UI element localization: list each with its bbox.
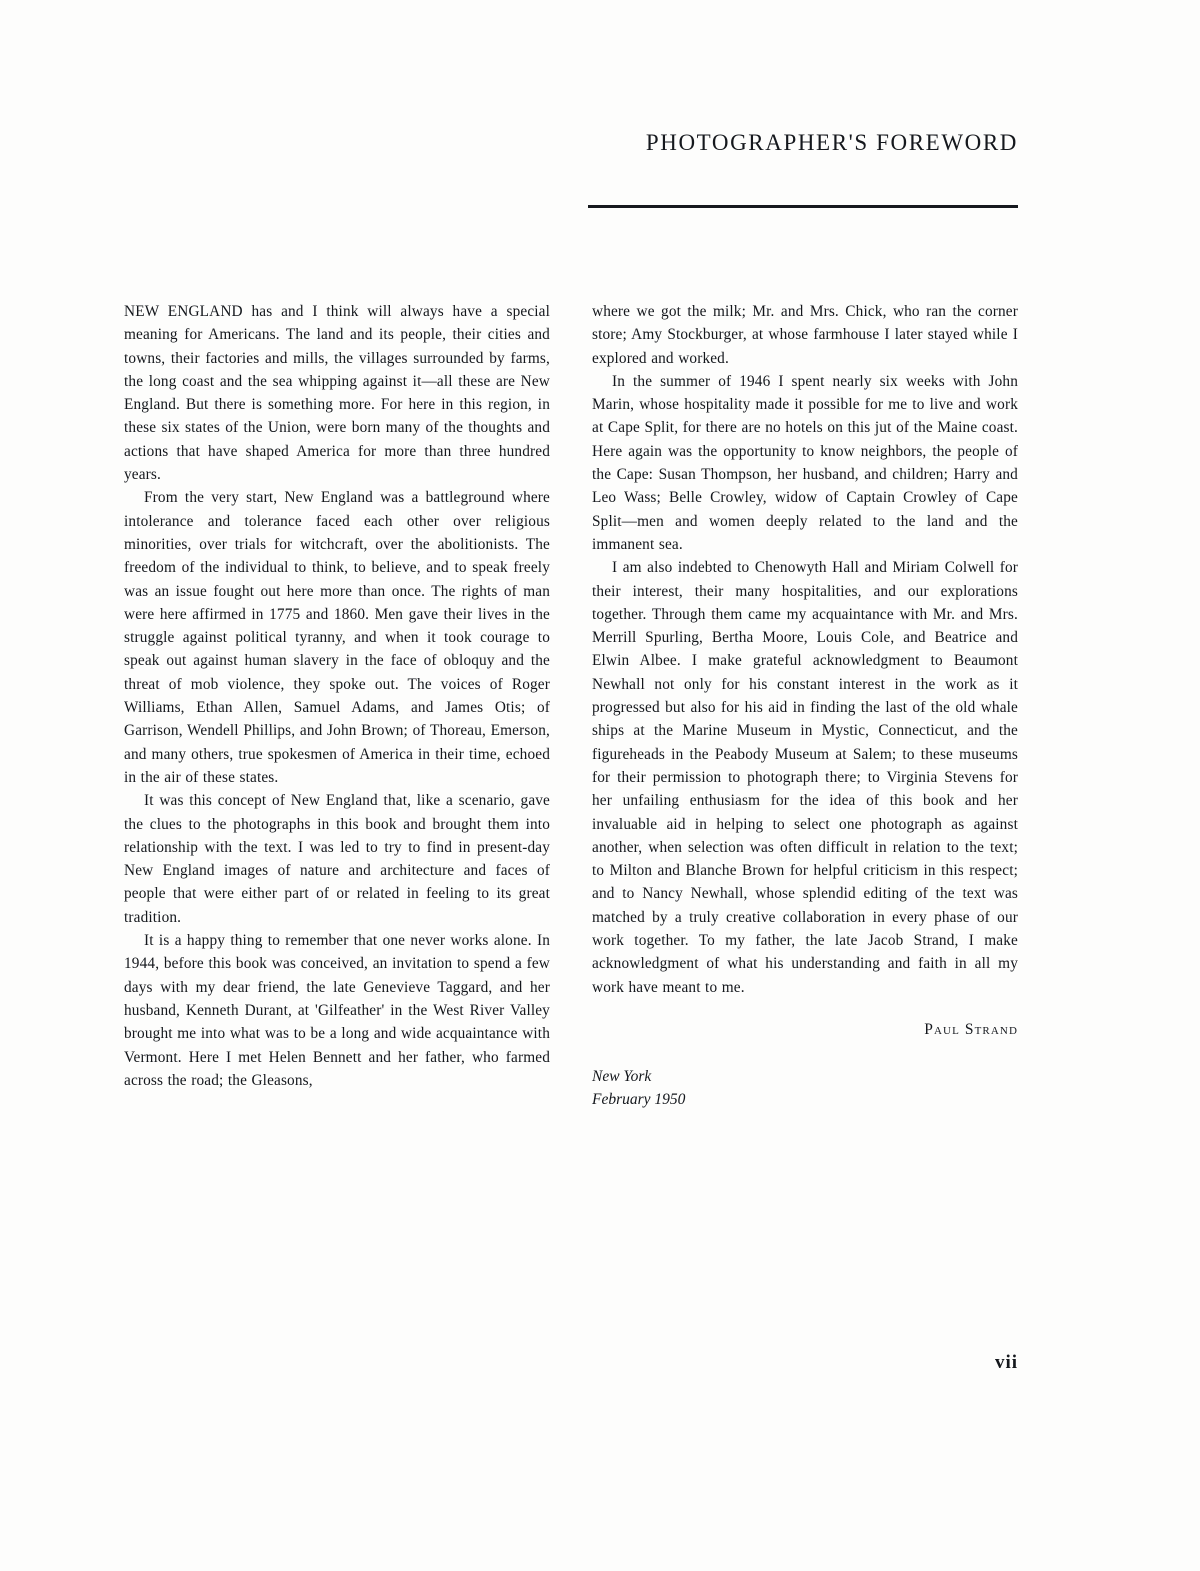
column-left xyxy=(124,300,550,1111)
author-name: Paul Strand xyxy=(924,1020,1018,1038)
text-columns xyxy=(124,300,1018,1111)
paragraph: In the summer of 1946 I spent nearly six weeks with John Marin, whose hospitality made it possible for me to live and work at Cape Split, for there are no hotels on this jut of the Maine coast. Here again was the opportunity to know neighbors, the people of the Cape: Susan Thompson, her husband, and children; Harry and Leo Wass; Belle Crowley, widow of Captain Crowley of Cape Split—men and women deeply related to the land and the immanent sea. xyxy=(592,372,1018,553)
paragraph: It is a happy thing to remember that one never works alone. In 1944, before this book was conceived, an invitation to spend a few days with my dear friend, the late Genevieve Taggard, and her husband, Kenneth Durant, at 'Gilfeather' in the West River Valley brought me into what was to be a long and wide acquaintance with Vermont. Here I met Helen Bennett and her father, who farmed across the road; the Gleasons, xyxy=(124,932,550,1089)
date: February 1950 xyxy=(592,1090,686,1108)
paragraph: NEW ENGLAND has and I think will always have a special meaning for Americans. The land and its people, their cities and towns, their factories and mills, the villages surrounded by farms, the long coast and the sea whipping against it—all these are New England. But there is something more. For here in this region, in these six states of the Union, were born many of the thoughts and actions that have shaped America for more than three hundred years. xyxy=(124,303,550,484)
paragraph: It was this concept of New England that, like a scenario, gave the clues to the photographs in this book and brought them into relationship with the text. I was led to try to find in present-day New England images of nature and architecture and faces of people that were either part of or related in feeling to its great tradition. xyxy=(124,792,550,926)
column-right xyxy=(592,300,1018,1111)
page-title: PHOTOGRAPHER'S FOREWORD xyxy=(645,130,1018,155)
author-signature xyxy=(592,1021,1018,1039)
paragraph: where we got the milk; Mr. and Mrs. Chick, who ran the corner store; Amy Stockburger, at whose farmhouse I later stayed while I explored and worked. xyxy=(592,303,1018,367)
paragraph: From the very start, New England was a battleground where intolerance and tolerance faced each other over religious minorities, over trials for witchcraft, over the abolitionists. The freedom of the individual to think, to believe, and to speak freely was an issue fought out here more than once. The rights of man were here affirmed in 1775 and 1860. Men gave their lives in the struggle against political tyranny, and when it took courage to speak out against human slavery in the face of obloquy and the threat of mob violence, they spoke out. The voices of Roger Williams, Ethan Allen, Samuel Adams, and James Otis; of Garrison, Wendell Phillips, and John Brown; of Thoreau, Emerson, and many others, true spokesmen of America in their time, echoed in the air of these states. xyxy=(124,489,550,786)
paragraph: I am also indebted to Chenowyth Hall and Miriam Colwell for their interest, their many hospitalities, and our explorations together. Through them came my acquaintance with Mr. and Mrs. Merrill Spurling, Bertha Moore, Louis Cole, and Beatrice and Elwin Albee. I make grateful acknowledgment to Beaumont Newhall not only for his constant interest in the work as it progressed but also for his aid in finding the last of the old whale ships at the Marine Museum in Mystic, Connecticut, and the figureheads in the Peabody Museum at Salem; to these museums for their permission to photograph there; to Virginia Stevens for her unfailing enthusiasm for the idea of this book and her invaluable aid in helping to select one photograph as against another, when selection was often difficult in relation to the text; to Milton and Blanche Brown for helpful criticism in this respect; and to Nancy Newhall, whose splendid editing of the text was matched by a truly creative collaboration in every phase of our work together. To my father, the late Jacob Strand, I make acknowledgment of what his understanding and faith in all my work have meant to me. xyxy=(592,559,1018,996)
place: New York xyxy=(592,1067,652,1085)
page-number: vii xyxy=(994,1352,1018,1373)
page-header xyxy=(588,130,1018,156)
header-rule xyxy=(588,205,1018,208)
place-date-block xyxy=(592,1065,1018,1111)
